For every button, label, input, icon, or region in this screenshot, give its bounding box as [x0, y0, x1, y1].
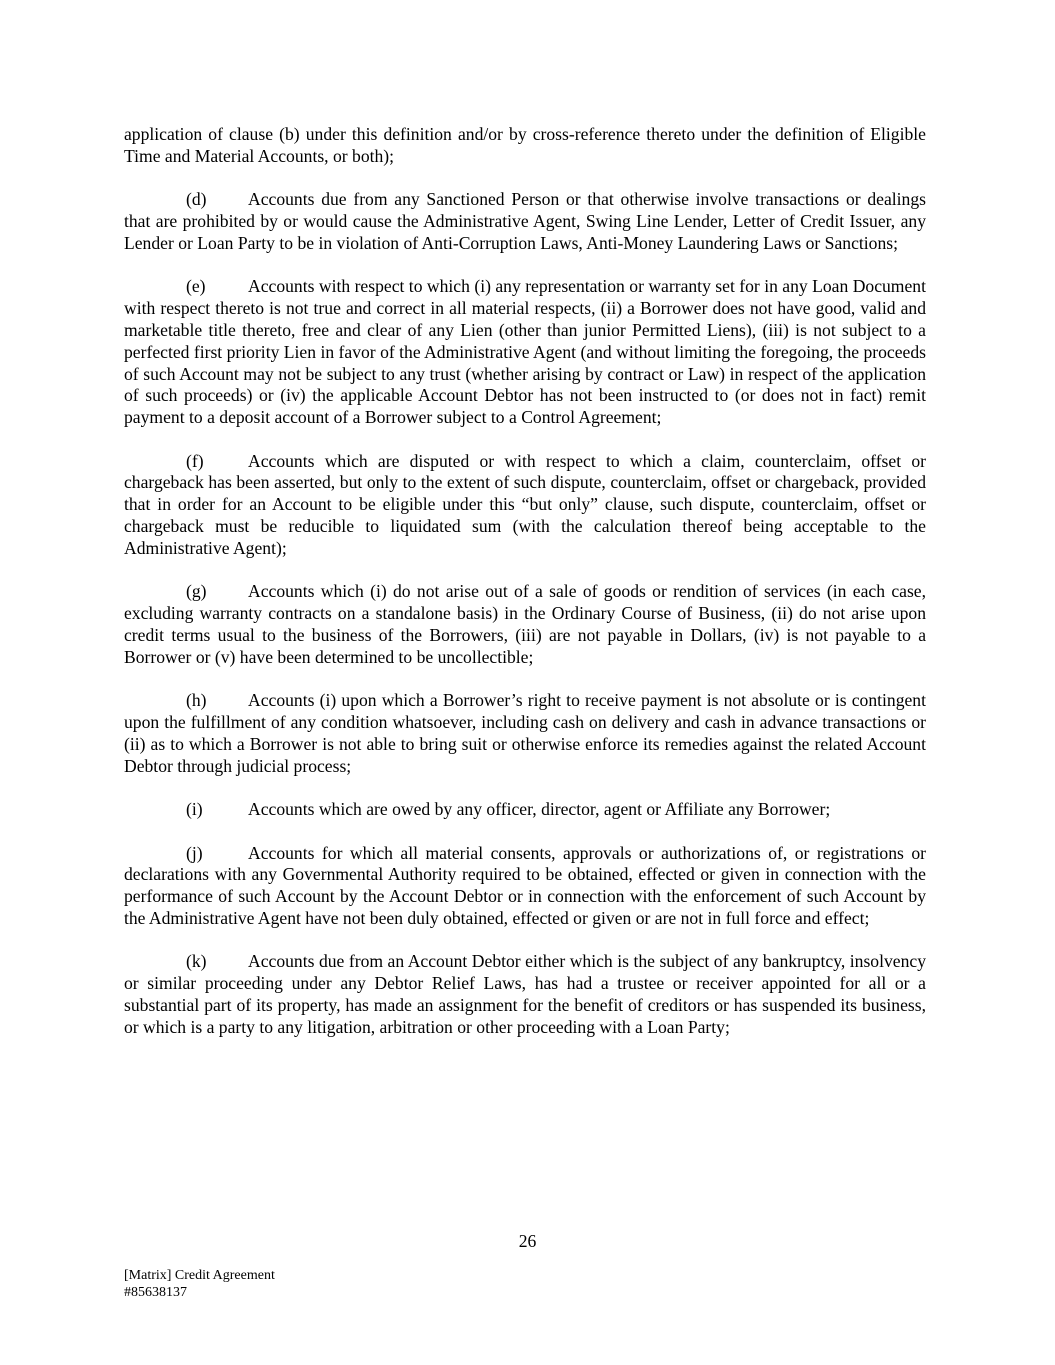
clause-e: [124, 276, 926, 429]
clause-text: Accounts which are disputed or with respect to which a claim, counterclaim, offset or chargeback has been asserted, but only to the extent of such dispute, counterclaim, offset or chargeback, provided that in order for an Account to be eligible under this “but only” clause, such dispute, counterclaim, offset or chargeback must be reducible to liquidated sum (with the calculation thereof being acceptable to the Administrative Agent);: [124, 450, 926, 558]
document-body: [124, 124, 926, 1060]
clause-text: Accounts (i) upon which a Borrower’s right to receive payment is not absolute or is contingent upon the fulfillment of any condition whatsoever, including cash on delivery and cash in advance transactions or (ii) as to which a Borrower is not able to bring suit or otherwise enforce its remedies against the related Account Debtor through judicial process;: [124, 690, 926, 776]
clause-label: (g): [186, 581, 207, 602]
clause-h: [124, 690, 926, 777]
clause-label: (i): [186, 799, 203, 820]
footer-title: [Matrix] Credit Agreement: [124, 1268, 275, 1283]
clause-label: (k): [186, 951, 207, 972]
clause-label: (f): [186, 450, 204, 471]
clause-text: Accounts due from an Account Debtor either which is the subject of any bankruptcy, insolvency or similar proceeding under any Debtor Relief Laws, has had a trustee or receiver appointed for all or a substantial part of its property, has made an assignment for the benefit of creditors or has suspended its business, or which is a party to any litigation, arbitration or other proceeding with a Loan Party;: [124, 951, 926, 1037]
clause-text: Accounts which (i) do not arise out of a sale of goods or rendition of services (in each case, excluding warranty contracts on a standalone basis) in the Ordinary Course of Business, (ii) do not arise upon credit terms usual to the business of the Borrowers, (iii) are not payable in Dollars, (iv) is not payable to a Borrower or (v) have been determined to be uncollectible;: [124, 581, 926, 667]
page-number: 26: [518, 1231, 537, 1251]
clause-text: Accounts with respect to which (i) any representation or warranty set for in any Loan Document with respect thereto is not true and correct in all material respects, (ii) a Borrower does not have good, valid and marketable title thereto, free and clear of any Lien (other than junior Permitted Liens), (iii) is not subject to a perfected first priority Lien in favor of the Administrative Agent (and without limiting the foregoing, the proceeds of such Account may not be subject to any trust (whether arising by contract or Law) in respect of the application of such proceeds) or (iv) the applicable Account Debtor has not been instructed to (or does not in fact) remit payment to a deposit account of a Borrower subject to a Control Agreement;: [124, 276, 926, 428]
clause-j: [124, 843, 926, 930]
clause-label: (j): [186, 842, 203, 863]
clause-label: (e): [186, 276, 206, 297]
clause-text: Accounts for which all material consents, approvals or authorizations of, or registrations or declarations with any Governmental Authority required to be obtained, effected or given in connection with the performance of such Account by the Account Debtor or in connection with the enforcement of such Account by the Administrative Agent have not been duly obtained, effected or given or are not in full force and effect;: [124, 842, 926, 928]
clause-g: [124, 581, 926, 668]
clause-text: Accounts due from any Sanctioned Person or that otherwise involve transactions or dealings that are prohibited by or would cause the Administrative Agent, Swing Line Lender, Letter of Credit Issuer, any Lender or Loan Party to be in violation of Anti-Corruption Laws, Anti-Money Laundering Laws or Sanctions;: [124, 189, 926, 253]
continuation-paragraph: application of clause (b) under this definition and/or by cross-reference thereto under the definition of Eligible Time and Material Accounts, or both);: [124, 124, 926, 166]
footer-doc-id: #85638137: [124, 1284, 187, 1300]
clause-f: [124, 451, 926, 560]
clause-text: Accounts which are owed by any officer, director, agent or Affiliate any Borrower;: [248, 799, 831, 820]
document-footer: [124, 1268, 275, 1301]
clause-k: [124, 951, 926, 1038]
clause-label: (d): [186, 189, 207, 210]
clause-i: [124, 799, 926, 821]
clause-label: (h): [186, 690, 207, 711]
clause-d: [124, 189, 926, 254]
